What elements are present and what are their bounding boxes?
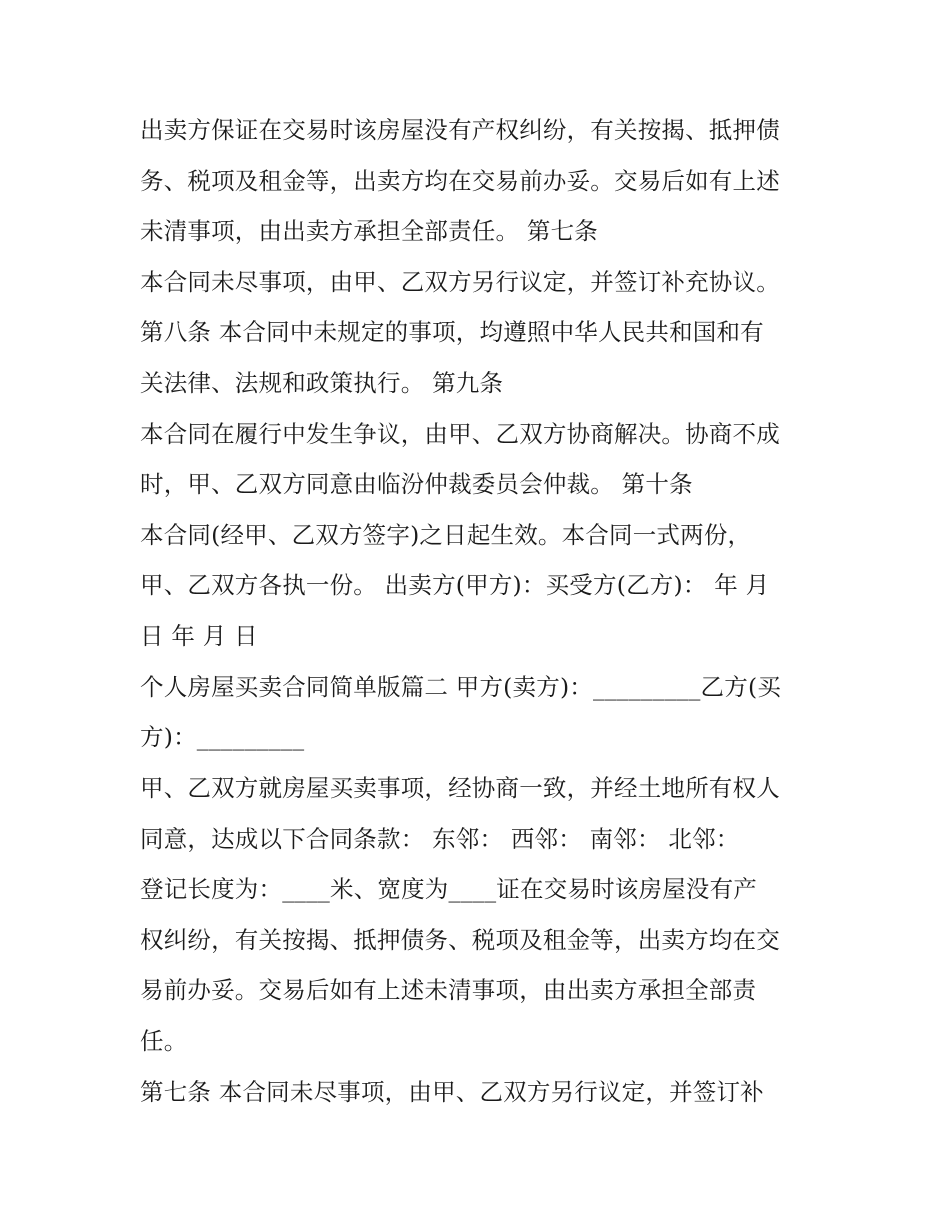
text-line: 务、税项及租金等，出卖方均在交易前办妥。交易后如有上述: [140, 167, 780, 195]
text-line: 登记长度为：____米、宽度为____证在交易时该房屋没有产: [140, 875, 757, 903]
text-line: 未清事项，由出卖方承担全部责任。 第七条: [140, 217, 598, 245]
text-line: 权纠纷，有关按揭、抵押债务、税项及租金等，出卖方均在交: [140, 926, 780, 954]
text-line: 出卖方保证在交易时该房屋没有产权纠纷，有关按揭、抵押债: [140, 116, 780, 144]
text-line: 本合同在履行中发生争议，由甲、乙双方协商解决。协商不成: [140, 420, 780, 448]
text-line: 关法律、法规和政策执行。 第九条: [140, 369, 504, 397]
text-line: 第七条 本合同未尽事项，由甲、乙双方另行议定，并签订补: [140, 1078, 764, 1106]
text-line: 方)：_________: [140, 723, 305, 751]
text-line: 易前办妥。交易后如有上述未清事项，由出卖方承担全部责: [140, 976, 757, 1004]
text-line: 个人房屋买卖合同简单版篇二 甲方(卖方)：_________乙方(买: [140, 673, 782, 701]
text-line: 甲、乙双方各执一份。 出卖方(甲方)：买受方(乙方)： 年 月: [140, 571, 770, 599]
text-line: 时，甲、乙双方同意由临汾仲裁委员会仲裁。 第十条: [140, 470, 693, 498]
text-line: 日 年 月 日: [140, 622, 258, 650]
text-line: 同意，达成以下合同条款： 东邻： 西邻： 南邻： 北邻：: [140, 825, 740, 853]
text-line: 第八条 本合同中未规定的事项，均遵照中华人民共和国和有: [140, 318, 764, 346]
text-line: 甲、乙双方就房屋买卖事项，经协商一致，并经土地所有权人: [140, 774, 780, 802]
text-line: 本合同(经甲、乙双方签字)之日起生效。本合同一式两份，: [140, 521, 752, 549]
text-line: 任。: [140, 1027, 188, 1055]
text-line: 本合同未尽事项，由甲、乙双方另行议定，并签订补充协议。: [140, 268, 780, 296]
